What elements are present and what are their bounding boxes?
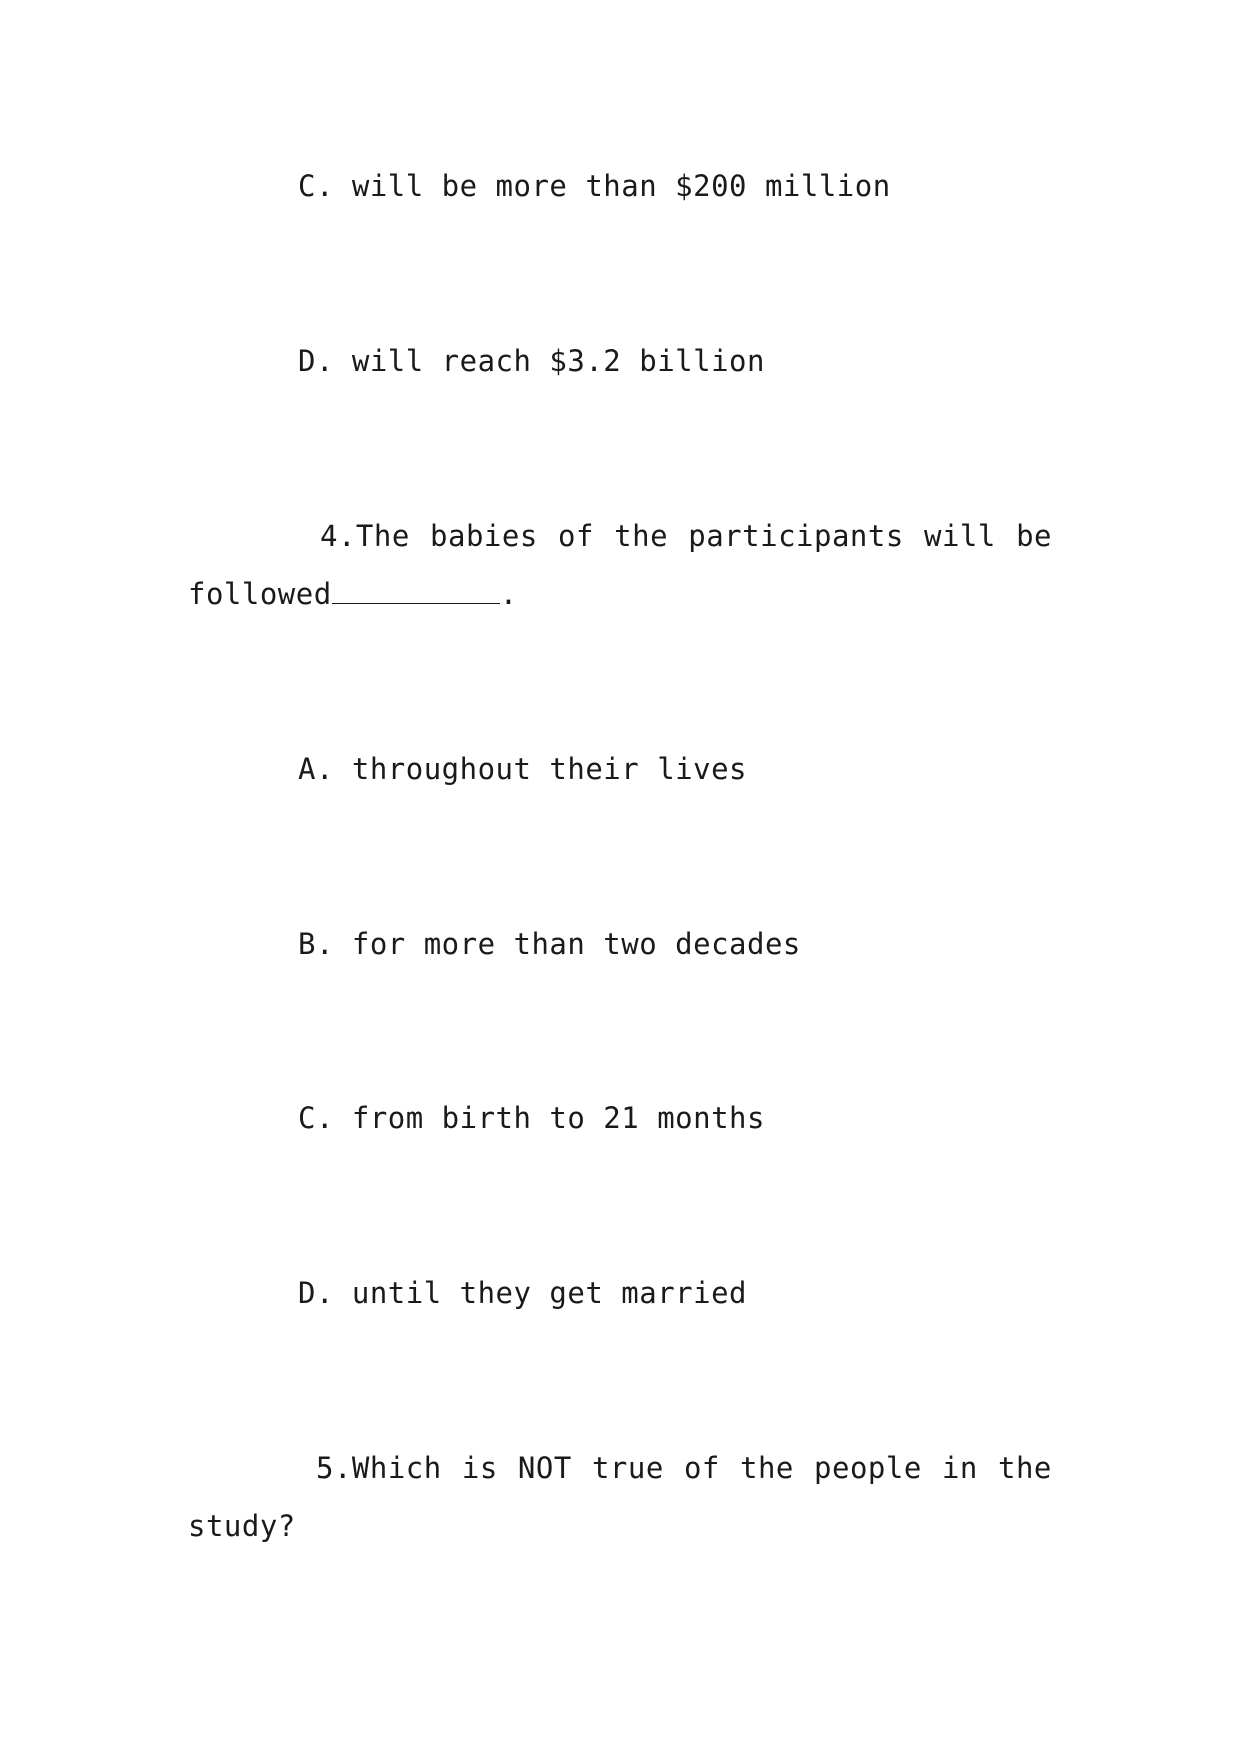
q4-option-a: A. throughout their lives [298, 752, 747, 786]
q5-word: the [740, 1451, 794, 1485]
q3-option-c: C. will be more than $200 million [298, 169, 891, 203]
q5-question-line2: study? [188, 1509, 296, 1543]
q3-option-d: D. will reach $3.2 billion [298, 344, 765, 378]
q5-word: NOT [517, 1451, 572, 1485]
q4-continuation: followed [188, 577, 332, 611]
q4-word: will [924, 519, 996, 553]
q5-question-line1 [316, 1450, 1052, 1486]
q4-option-d: D. until they get married [298, 1276, 747, 1310]
q5-word: is [461, 1451, 498, 1485]
q4-word: of [558, 519, 594, 553]
q4-word: the [614, 519, 669, 553]
q4-word: participants [688, 519, 904, 553]
answer-blank [332, 577, 500, 604]
q5-word: true [591, 1451, 664, 1485]
q4-word: babies [430, 519, 538, 553]
q4-word: 4.The [320, 519, 410, 553]
q4-end: . [499, 577, 518, 611]
q4-question-line2 [188, 576, 518, 612]
q4-option-c: C. from birth to 21 months [298, 1101, 765, 1135]
q5-word: people [814, 1451, 922, 1485]
q5-word: in [941, 1451, 978, 1485]
q5-word: of [683, 1451, 720, 1485]
q4-option-b: B. for more than two decades [298, 927, 801, 961]
q5-word: 5.Which [316, 1451, 442, 1485]
q4-question-line1 [320, 518, 1052, 554]
q4-word: be [1016, 519, 1052, 553]
q5-word: the [998, 1451, 1052, 1485]
